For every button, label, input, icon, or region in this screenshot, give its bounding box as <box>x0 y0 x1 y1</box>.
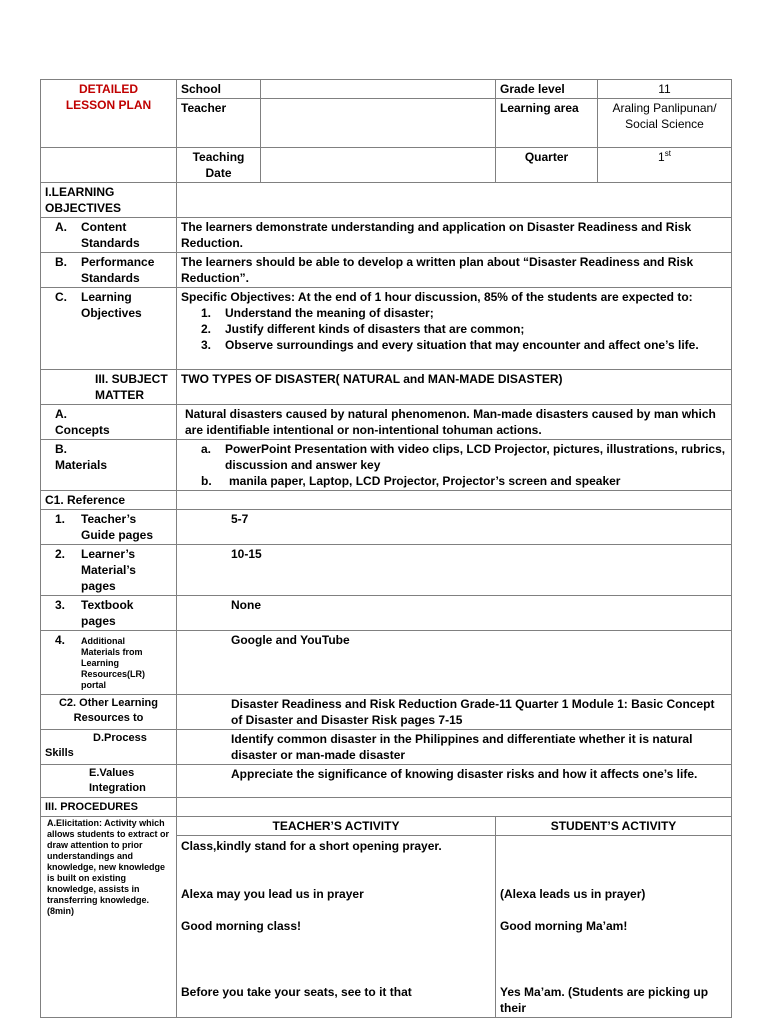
teacher-line: Before you take your seats, see to it that <box>181 985 412 999</box>
learning-area-label: Learning area <box>496 99 598 148</box>
procedures-blank <box>177 798 732 817</box>
materials-item-a: a. PowerPoint Presentation with video clips, LCD Projector, pictures, illustrations, rubrics, discussion and answer key <box>201 442 726 472</box>
teaching-date-value <box>261 148 496 183</box>
subject-matter-label: III. SUBJECT MATTER <box>41 370 177 405</box>
teachers-guide-value: 5-7 <box>177 510 732 545</box>
textbook-value: None <box>177 596 732 631</box>
student-line: Good morning Ma’am! <box>500 919 628 933</box>
grade-level-label: Grade level <box>496 80 598 99</box>
teacher-value <box>261 99 496 148</box>
quarter-value: 1st <box>598 148 732 183</box>
specific-objectives-intro: Specific Objectives: At the end of 1 hour discussion, 85% of the students are expected to: <box>181 290 693 304</box>
additional-materials-label: 4. Additional Materials from Learning Resources(LR) portal <box>41 631 177 695</box>
other-resources-value: Disaster Readiness and Risk Reduction Grade-11 Quarter 1 Module 1: Basic Concept of Disaster and Disaster Risk pages 7-15 <box>177 695 732 730</box>
teachers-activity-cell <box>177 836 496 1018</box>
elicitation-label: A.Elicitation: Activity which allows students to extract or draw attention to prior understandings and knowledge, new knowledge is built on existing knowledge, assists in transferring knowledge.(8min) <box>41 817 177 1018</box>
student-line-blank <box>500 838 727 886</box>
teacher-line: Alexa may you lead us in prayer <box>181 887 364 901</box>
subject-matter-value: TWO TYPES OF DISASTER( NATURAL and MAN-MADE DISASTER) <box>177 370 732 405</box>
reference-heading: C1. Reference <box>41 491 177 510</box>
quarter-label: Quarter <box>496 148 598 183</box>
school-label: School <box>177 80 261 99</box>
performance-standards-label: B. Performance Standards <box>41 253 177 288</box>
process-skills-value: Identify common disaster in the Philippines and differentiate whether it is natural disaster or man-made disaster <box>177 730 732 765</box>
learning-objectives-blank <box>177 183 732 218</box>
student-line: (Alexa leads us in prayer) <box>500 887 646 901</box>
teaching-date-label: Teaching Date <box>177 148 261 183</box>
reference-blank <box>177 491 732 510</box>
teacher-line: Good morning class! <box>181 919 302 933</box>
other-resources-label: C2. Other Learning Resources to <box>41 695 177 730</box>
student-line: Yes Ma’am. (Students are picking up their <box>500 985 709 1015</box>
textbook-label: 3. Textbook pages <box>41 596 177 631</box>
values-integration-label: E.Values Integration <box>41 765 177 798</box>
list-item: 2. Justify different kinds of disasters that are common; <box>201 322 525 336</box>
list-item: 1. Understand the meaning of disaster; <box>201 306 434 320</box>
learning-objectives-text <box>177 288 732 370</box>
lesson-plan-title: DETAILED LESSON PLAN <box>41 80 177 148</box>
content-standards-label: A. Content Standards <box>41 218 177 253</box>
values-integration-value: Appreciate the significance of knowing disaster risks and how it affects one’s life. <box>177 765 732 798</box>
objectives-list <box>181 305 727 353</box>
learning-objectives-label: C. Learning Objectives <box>41 288 177 370</box>
concepts-text: Natural disasters caused by natural phenomenon. Man-made disasters caused by man which are identifiable intentional or non-intentional tohuman actions. <box>177 405 732 440</box>
list-item: 3. Observe surroundings and every situation that may encounter and affect one’s life. <box>201 338 699 352</box>
students-activity-header: STUDENT’S ACTIVITY <box>496 817 732 836</box>
learning-objectives-heading: I.LEARNING OBJECTIVES <box>41 183 177 218</box>
students-activity-cell <box>496 836 732 1018</box>
procedures-heading: III. PROCEDURES <box>41 798 177 817</box>
materials-label: B.Materials <box>41 440 177 491</box>
learning-area-value: Araling Panlipunan/ Social Science <box>598 99 732 148</box>
materials-text <box>177 440 732 491</box>
concepts-label: A.Concepts <box>41 405 177 440</box>
learners-material-value: 10-15 <box>177 545 732 596</box>
performance-standards-text: The learners should be able to develop a written plan about “Disaster Readiness and Risk Reduction”. <box>177 253 732 288</box>
content-standards-text: The learners demonstrate understanding and application on Disaster Readiness and Risk Reduction. <box>177 218 732 253</box>
lesson-plan-table <box>40 79 732 1018</box>
additional-materials-value: Google and YouTube <box>177 631 732 695</box>
teachers-activity-header: TEACHER’S ACTIVITY <box>177 817 496 836</box>
process-skills-label: D.Process Skills <box>41 730 177 765</box>
grade-level-value: 11 <box>598 80 732 99</box>
title-spacer <box>41 148 177 183</box>
teacher-label: Teacher <box>177 99 261 148</box>
school-value <box>261 80 496 99</box>
teachers-guide-label: 1. Teacher’s Guide pages <box>41 510 177 545</box>
learners-material-label: 2. Learner’s Material’s pages <box>41 545 177 596</box>
materials-item-b: b. manila paper, Laptop, LCD Projector, Projector’s screen and speaker <box>201 474 621 488</box>
teacher-line: Class,kindly stand for a short opening prayer. <box>181 839 442 853</box>
